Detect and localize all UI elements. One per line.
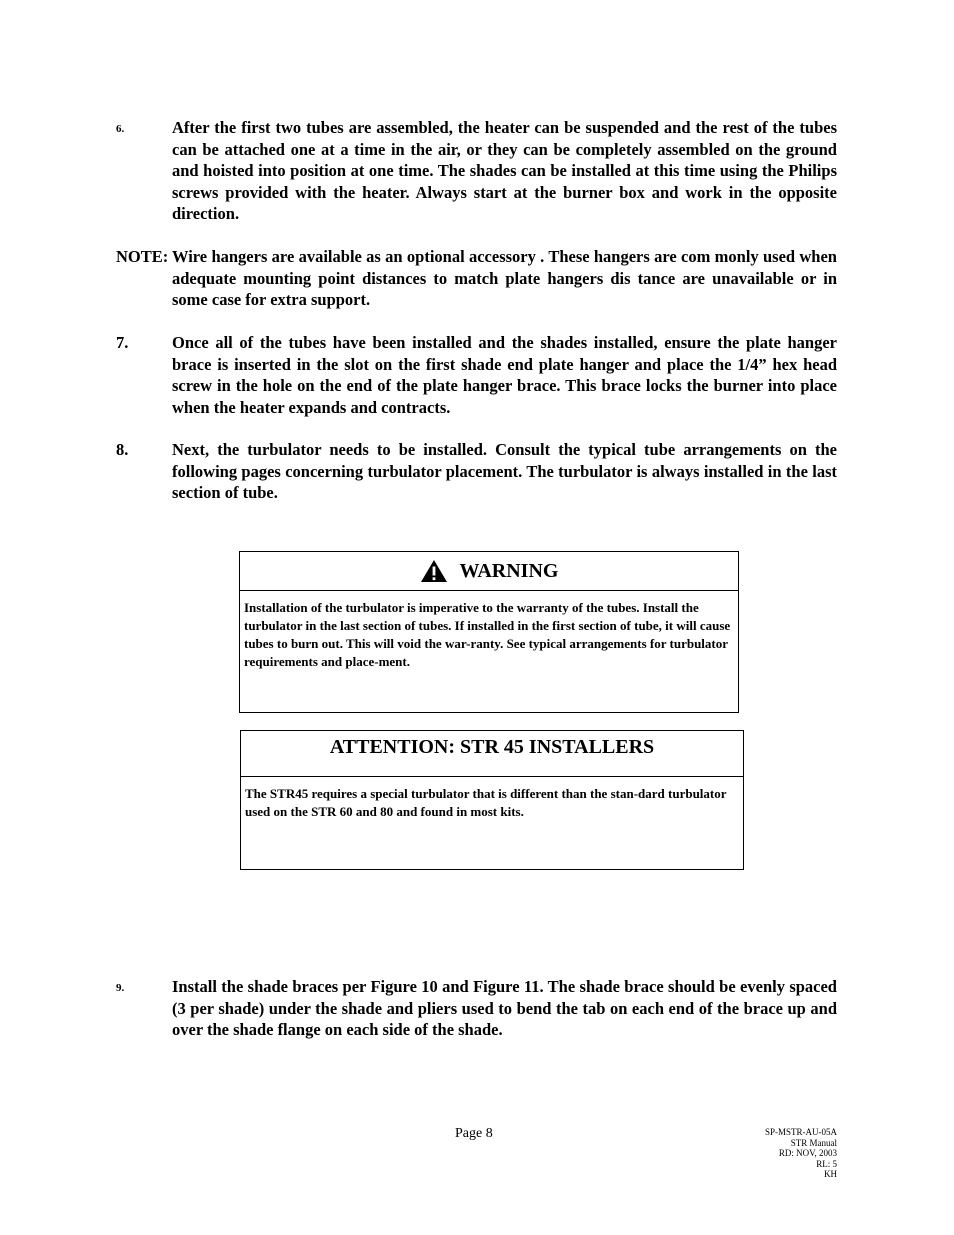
attention-title: ATTENTION: STR 45 INSTALLERS (329, 736, 655, 758)
warning-triangle-icon (420, 559, 448, 583)
warning-body: Installation of the turbulator is imperative to the warranty of the tubes. Install the turbulator in the last section of tubes. If installed in the first section of tube, it will cause tubes to burn out. This will void the war-ranty. See typical arrangements for turbulator requirements and place-ment. (244, 600, 731, 669)
page-number: Page 8 (455, 1126, 493, 1141)
doc-code: SP-MSTR-AU-05A (764, 1127, 837, 1137)
step-8 (116, 439, 837, 504)
step-6 (116, 117, 837, 225)
note-body: Wire hangers are available as an optional accessory . These hangers are com monly used when adequate mounting point distances to match plate hangers dis tance are unavailable or in some case for extra support. (172, 247, 837, 309)
step-number: 6. (116, 123, 125, 135)
step-number: 8. (116, 440, 129, 459)
note (116, 246, 837, 311)
step-text: After the first two tubes are assembled, the heater can be suspended and the rest of the tubes can be attached one at a time in the air, or they can be completely assembled on the ground and hoisted into position at one time. The shades can be installed at this time using the Philips screws provided with the heater. Always start at the burner box and work in the opposite direction. (172, 118, 837, 223)
step-7 (116, 332, 837, 418)
attention-box (240, 730, 744, 870)
step-number: 7. (116, 333, 129, 352)
note-label: NOTE: (116, 247, 169, 266)
doc-date: RD: NOV, 2003 (778, 1148, 837, 1158)
step-text: Once all of the tubes have been installed and the shades installed, ensure the plate hanger brace is inserted in the slot on the first shade end plate hanger and place the 1/4” hex head screw in the hole on the end of the plate hanger brace. This brace locks the burner into place when the heater expands and contracts. (172, 333, 837, 417)
step-9 (116, 976, 837, 1041)
doc-title: STR Manual (790, 1137, 837, 1148)
step-text: Install the shade braces per Figure 10 and Figure 11. The shade brace should be evenly spaced (3 per shade) under the shade and pliers used to bend the tab on each end of the brace up and over the shade flange on each side of the shade. (172, 977, 837, 1039)
warning-title: WARNING (459, 559, 559, 582)
step-number: 9. (116, 982, 125, 994)
doc-revision: RL: 5 (816, 1158, 837, 1169)
attention-header (241, 731, 743, 777)
warning-box (239, 551, 739, 713)
warning-header (240, 552, 738, 591)
document-meta (765, 1127, 837, 1180)
note-text (172, 246, 837, 311)
step-text: Next, the turbulator needs to be installed. Consult the typical tube arrangements on the following pages concerning turbulator placement. The turbulator is always installed in the last section of tube. (172, 440, 837, 502)
attention-body: The STR45 requires a special turbulator that is different than the stan-dard turbulator used on the STR 60 and 80 and found in most kits. (245, 786, 727, 819)
doc-author: KH (824, 1169, 837, 1179)
